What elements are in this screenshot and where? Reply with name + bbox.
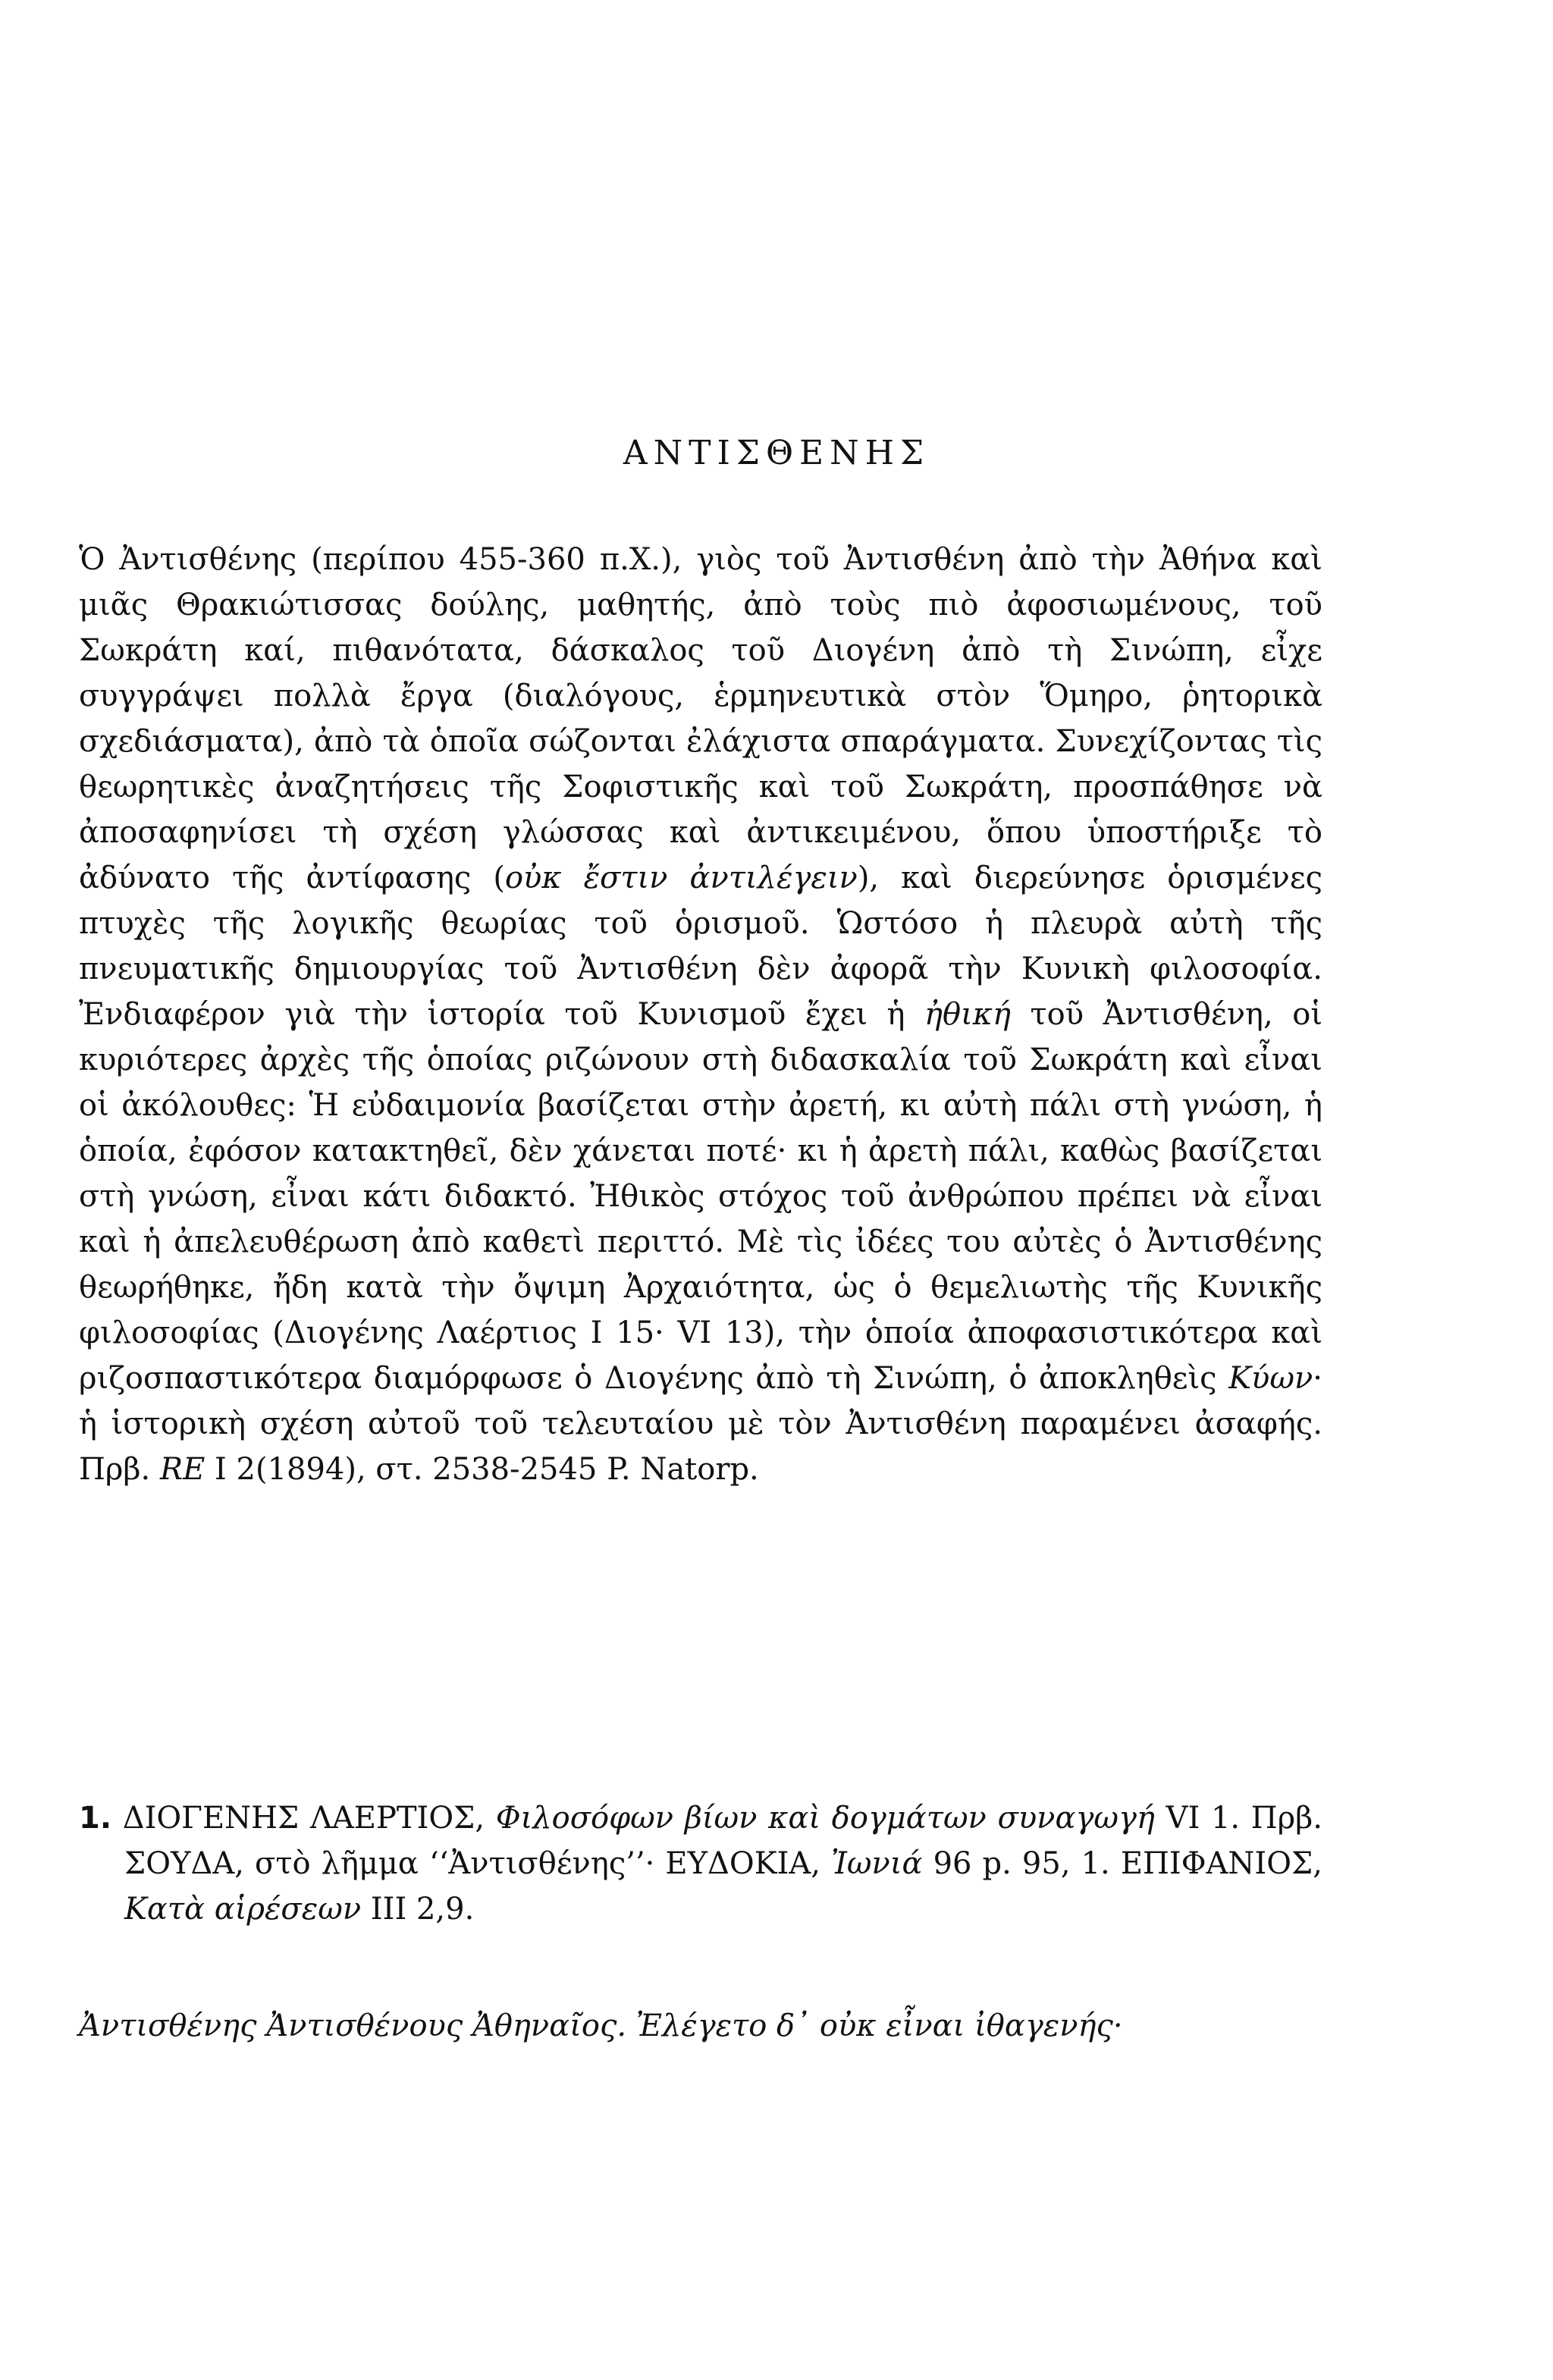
intro-term-kyon: Κύων bbox=[1228, 1361, 1313, 1396]
footnote-ref-3: III 2,9. bbox=[361, 1892, 475, 1927]
footnote-number: 1. bbox=[79, 1801, 112, 1836]
footnote-ref-1: VI 1. Πρβ. ΣΟΥΔΑ, στὸ λῆμμα ‘‘Ἀντισθένης’’· ΕΥΔΟΚΙΑ, bbox=[124, 1801, 1323, 1881]
intro-text-4: · ἡ ἱστορικὴ σχέση αὐτοῦ τοῦ τελευταίου μὲ τὸν Ἀντισθένη παραμένει ἀσαφής. Πρβ. bbox=[79, 1361, 1322, 1487]
intro-text-2: ), καὶ διερεύνησε ὁρισμένες πτυχὲς τῆς λογικῆς θεωρίας τοῦ ὁρισμοῦ. Ὡστόσο ἡ πλευρὰ αὐτὴ τῆς πνευματικῆς δημιουργίας τοῦ Ἀντισθένη δὲν ἀφορᾶ τὴν Κυνικὴ φιλοσοφία. Ἐνδιαφέρον γιὰ τὴν ἱστορία τοῦ Κυνισμοῦ ἔχει ἡ bbox=[79, 861, 1322, 1032]
intro-term-ethike: ἠθική bbox=[924, 997, 1011, 1032]
intro-text-3: τοῦ Ἀντισθένη, οἱ κυριότερες ἀρχὲς τῆς ὁποίας ριζώνουν στὴ διδασκαλία τοῦ Σωκράτη καὶ εἶναι οἱ ἀκόλουθες: Ἡ εὐδαιμονία βασίζεται στὴν ἀρετή, κι αὐτὴ πάλι στὴ γνώση, ἡ ὁποία, ἐφόσον κατακτηθεῖ, δὲν χάνεται ποτέ· κι ἡ ἀρετὴ πάλι, καθὼς βασίζεται στὴ γνώση, εἶναι κάτι διδακτό. Ἠθικὸς στόχος τοῦ ἀνθρώπου πρέπει νὰ εἶναι καὶ ἡ ἀπελευθέρωση ἀπὸ καθετὶ περιττό. Μὲ τὶς ἰδέες του αὐτὲς ὁ Ἀντισθένης θεωρήθηκε, ἤδη κατὰ τὴν ὄψιμη Ἀρχαιότητα, ὡς ὁ θεμελιωτὴς τῆς Κυνικῆς φιλοσοφίας (Διογένης Λαέρτιος I 15· VI 13), τὴν ὁποία ἀποφασιστικότερα καὶ ριζοσπαστικότερα διαμόρφωσε ὁ Διογένης ἀπὸ τὴ Σινώπη, ὁ ἀποκληθεὶς bbox=[79, 997, 1322, 1396]
footnote-ref-2: 96 p. 95, 1. ΕΠΙΦΑΝΙΟΣ, bbox=[922, 1846, 1322, 1881]
introduction-paragraph bbox=[79, 537, 1322, 1492]
greek-fragment-text: Ἀντισθένης Ἀντισθένους Ἀθηναῖος. Ἐλέγετο δ᾿ οὐκ εἶναι ἰθαγενής· bbox=[79, 2008, 1123, 2043]
intro-quote-ouk-estin: οὐκ ἔστιν ἀντιλέγειν bbox=[504, 861, 858, 895]
footnote-work-title: Φιλοσόφων βίων καὶ δογμάτων συναγωγή bbox=[495, 1801, 1155, 1836]
intro-text-5: I 2(1894), στ. 2538-2545 P. Natorp. bbox=[205, 1452, 759, 1487]
intro-ref-re: RE bbox=[159, 1452, 205, 1487]
source-footnote bbox=[79, 1795, 1322, 1932]
chapter-title: ΑΝΤΙΣΘΕΝΗΣ bbox=[623, 434, 930, 472]
footnote-author: ΔΙΟΓΕΝΗΣ ΛΑΕΡΤΙΟΣ, bbox=[111, 1801, 496, 1836]
footnote-kata-haireseon: Κατὰ αἱρέσεων bbox=[124, 1892, 362, 1927]
footnote-ionia: Ἰωνιά bbox=[831, 1846, 923, 1881]
intro-text-1: Ὁ Ἀντισθένης (περίπου 455-360 π.Χ.), γιὸς τοῦ Ἀντισθένη ἀπὸ τὴν Ἀθήνα καὶ μιᾶς Θρακιώτισσας δούλης, μαθητής, ἀπὸ τοὺς πιὸ ἀφοσιωμένους, τοῦ Σωκράτη καί, πιθανότατα, δάσκαλος τοῦ Διογένη ἀπὸ τὴ Σινώπη, εἶχε συγγράψει πολλὰ ἔργα (διαλόγους, ἑρμηνευτικὰ στὸν Ὅμηρο, ῥητορικὰ σχεδιάσματα), ἀπὸ τὰ ὁποῖα σώζονται ἐλάχιστα σπαράγματα. Συνεχίζοντας τὶς θεωρητικὲς ἀναζητήσεις τῆς Σοφιστικῆς καὶ τοῦ Σωκράτη, προσπάθησε νὰ ἀποσαφηνίσει τὴ σχέση γλώσσας καὶ ἀντικειμένου, ὅπου ὑποστήριξε τὸ ἀδύνατο τῆς ἀντίφασης ( bbox=[79, 542, 1322, 895]
